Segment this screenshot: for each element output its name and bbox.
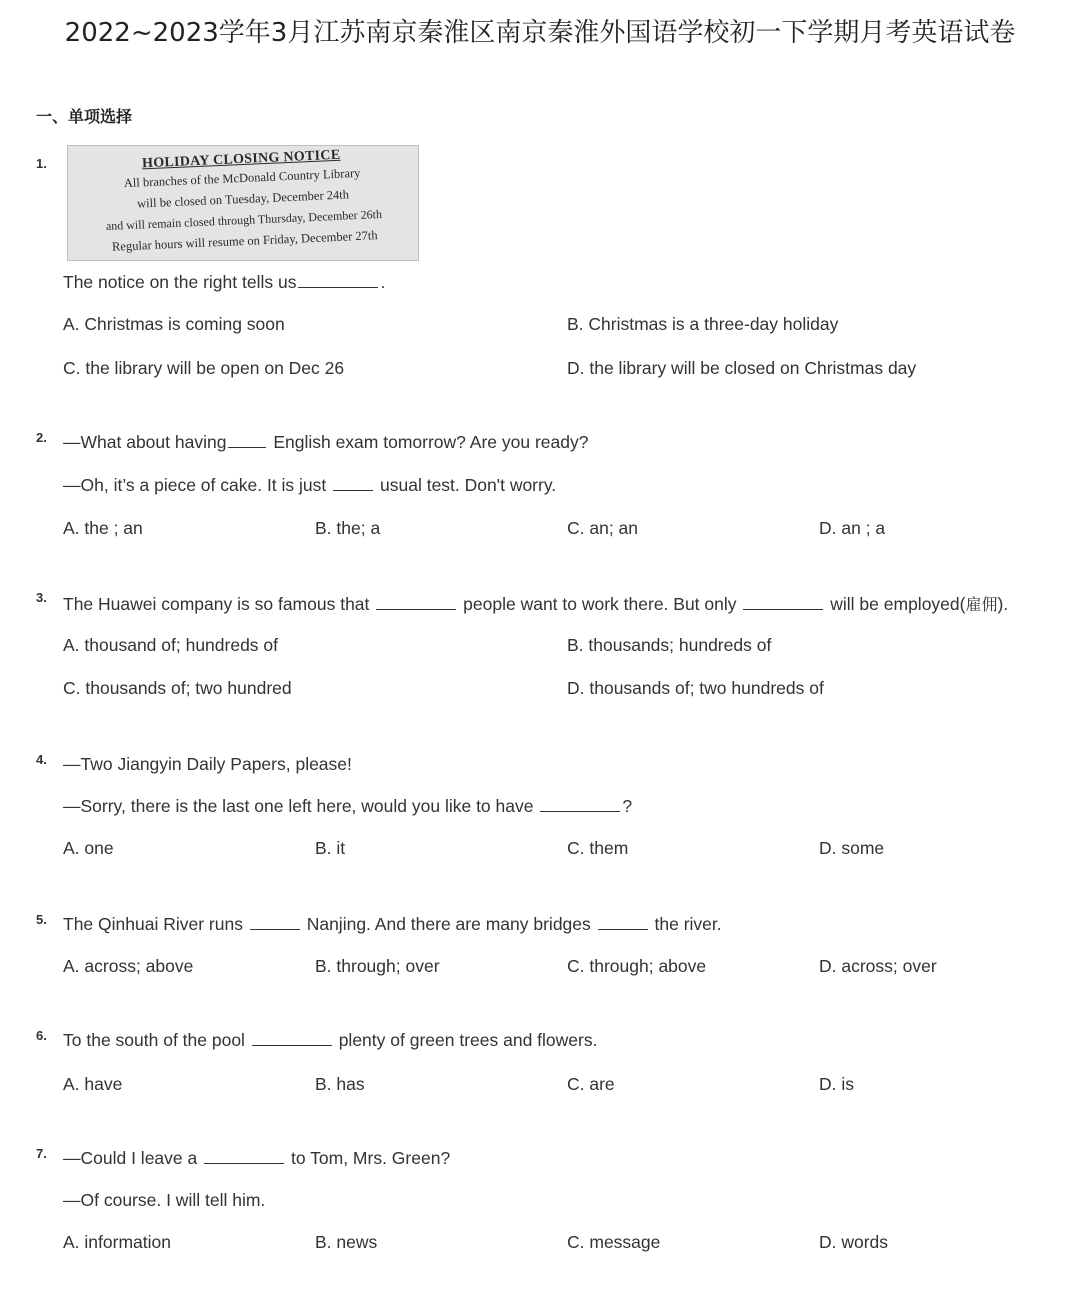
option-b[interactable]: B. through; over (315, 956, 440, 976)
answer-blank[interactable] (743, 594, 823, 610)
option-d[interactable]: D. across; over (819, 956, 937, 976)
option-a[interactable]: A. thousand of; hundreds of (63, 635, 279, 655)
option-d[interactable]: D. the library will be closed on Christmas day (567, 358, 917, 378)
notice-line: All branches of the McDonald Country Library (123, 165, 361, 191)
answer-blank[interactable] (250, 914, 300, 930)
option-a[interactable]: A. Christmas is coming soon (63, 314, 285, 334)
question-stem: —Sorry, there is the last one left here, would you like to have ? (63, 796, 633, 816)
question-number: 3. (36, 590, 47, 605)
option-a[interactable]: A. information (63, 1232, 171, 1252)
question-stem: —Oh, it’s a piece of cake. It is just usual test. Don't worry. (63, 475, 557, 495)
option-b[interactable]: B. Christmas is a three-day holiday (567, 314, 839, 334)
option-d[interactable]: D. some (819, 838, 885, 858)
question-number: 5. (36, 912, 47, 927)
option-d[interactable]: D. an ; a (819, 518, 886, 538)
question-stem: To the south of the pool plenty of green trees and flowers. (63, 1030, 598, 1050)
notice-line: will be closed on Tuesday, December 24th (136, 187, 350, 211)
question-stem: —Of course. I will tell him. (63, 1190, 266, 1210)
option-d[interactable]: D. words (819, 1232, 889, 1252)
notice-line: Regular hours will resume on Friday, December 27th (111, 228, 378, 254)
question-stem: The Qinhuai River runs Nanjing. And there are many bridges the river. (63, 914, 722, 934)
question-number: 1. (36, 156, 47, 171)
notice-heading: HOLIDAY CLOSING NOTICE (141, 147, 341, 172)
option-a[interactable]: A. one (63, 838, 114, 858)
option-d[interactable]: D. thousands of; two hundreds of (567, 678, 824, 698)
option-d[interactable]: D. is (819, 1074, 854, 1094)
answer-blank[interactable] (598, 914, 648, 930)
option-a[interactable]: A. have (63, 1074, 123, 1094)
notice-line: and will remain closed through Thursday, December 26th (105, 206, 383, 233)
answer-blank[interactable] (252, 1030, 332, 1046)
answer-blank[interactable] (540, 796, 620, 812)
question-stem: —What about having English exam tomorrow? Are you ready? (63, 432, 589, 452)
answer-blank[interactable] (228, 432, 266, 448)
option-c[interactable]: C. are (567, 1074, 615, 1094)
option-c[interactable]: C. an; an (567, 518, 639, 538)
question-number: 6. (36, 1028, 47, 1043)
answer-blank[interactable] (298, 272, 378, 288)
option-b[interactable]: B. the; a (315, 518, 381, 538)
option-c[interactable]: C. message (567, 1232, 661, 1252)
question-stem: —Two Jiangyin Daily Papers, please! (63, 754, 352, 774)
option-b[interactable]: B. it (315, 838, 346, 858)
question-stem: —Could I leave a to Tom, Mrs. Green? (63, 1148, 451, 1168)
option-c[interactable]: C. through; above (567, 956, 707, 976)
answer-blank[interactable] (376, 594, 456, 610)
option-c[interactable]: C. them (567, 838, 629, 858)
question-number: 2. (36, 430, 47, 445)
question-stem: The Huawei company is so famous that people want to work there. But only will be employed(雇佣). (63, 594, 1009, 614)
option-b[interactable]: B. has (315, 1074, 365, 1094)
question-number: 7. (36, 1146, 47, 1161)
answer-blank[interactable] (204, 1148, 284, 1164)
notice-image (67, 145, 419, 261)
option-b[interactable]: B. thousands; hundreds of (567, 635, 772, 655)
option-a[interactable]: A. across; above (63, 956, 194, 976)
option-c[interactable]: C. the library will be open on Dec 26 (63, 358, 345, 378)
option-b[interactable]: B. news (315, 1232, 378, 1252)
option-c[interactable]: C. thousands of; two hundred (63, 678, 292, 698)
section-heading: 一、单项选择 (36, 107, 133, 126)
answer-blank[interactable] (333, 475, 373, 491)
option-a[interactable]: A. the ; an (63, 518, 143, 538)
page-title: 2022~2023学年3月江苏南京秦淮区南京秦淮外国语学校初一下学期月考英语试卷 (64, 18, 1016, 48)
question-stem: The notice on the right tells us . (63, 272, 386, 292)
question-number: 4. (36, 752, 47, 767)
